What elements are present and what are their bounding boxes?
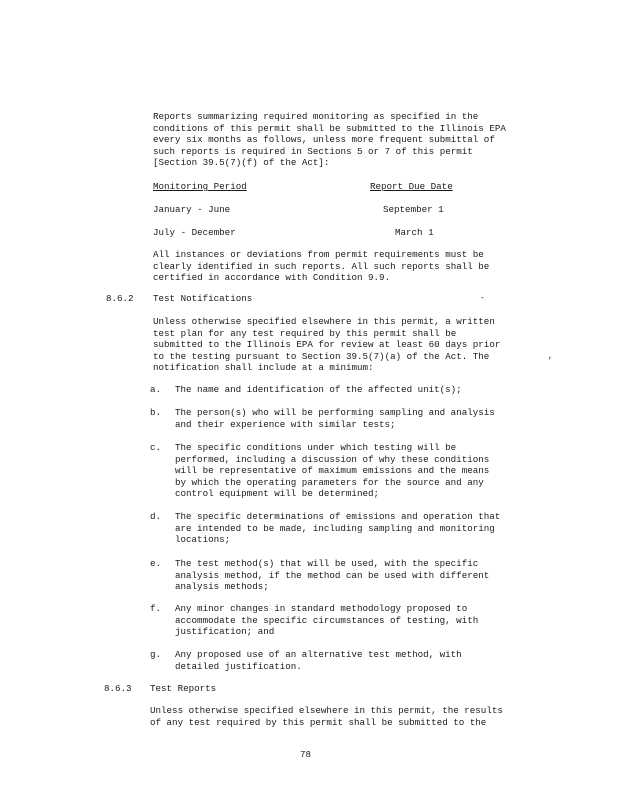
list-item-letter: e.: [150, 558, 162, 569]
list-item-text: Any proposed use of an alternative test method, with detailed justification.: [175, 649, 462, 672]
list-item-letter: c.: [150, 442, 162, 453]
test-reports-paragraph: Unless otherwise specified elsewhere in this permit, the results of any test required by this permit shall be submitted to the: [150, 705, 503, 728]
section-title: Test Notifications: [153, 293, 253, 304]
intro-paragraph: Reports summarizing required monitoring as specified in the conditions of this permit shall be submitted to the Illinois EPA every six months as follows, unless more frequent submittal of such reports is required in Sections 5 or 7 of this permit [Section 39.5(7)(f) of the Act]:: [153, 111, 506, 169]
list-item-text: Any minor changes in standard methodology proposed to accommodate the specific circumstances of testing, with justification; and: [175, 603, 479, 638]
schedule-row-due: March 1: [395, 227, 434, 238]
list-item-text: The person(s) who will be performing sampling and analysis and their experience with similar tests;: [175, 407, 495, 430]
list-item-letter: a.: [150, 384, 162, 395]
list-item-letter: d.: [150, 511, 162, 522]
section-number: 8.6.2: [106, 293, 134, 304]
schedule-header-due: Report Due Date: [370, 181, 453, 192]
list-item-text: The name and identification of the affected unit(s);: [175, 384, 462, 395]
list-item-letter: f.: [150, 603, 162, 614]
page-number: 78: [300, 749, 312, 760]
schedule-row-due: September 1: [383, 204, 444, 215]
list-item-text: The test method(s) that will be used, with the specific analysis method, if the method can be used with different analysis methods;: [175, 558, 490, 593]
schedule-row-period: January - June: [153, 204, 231, 215]
schedule-header-period: Monitoring Period: [153, 181, 247, 192]
section-title: Test Reports: [150, 683, 217, 694]
schedule-row-period: July - December: [153, 227, 236, 238]
list-item-letter: g.: [150, 649, 162, 660]
list-item-text: The specific conditions under which testing will be performed, including a discussion of why these conditions will be representative of maximum emissions and the means by which the operating parameters for the source and any control equipment will be determined;: [175, 442, 490, 500]
stray-mark: ,: [548, 352, 553, 361]
list-item-text: The specific determinations of emissions and operation that are intended to be made, including sampling and monitoring locations;: [175, 511, 501, 546]
list-item-letter: b.: [150, 407, 162, 418]
deviation-paragraph: All instances or deviations from permit requirements must be clearly identified in such reports. All such reports shall be certified in accordance with Condition 9.9.: [153, 249, 490, 284]
stray-mark: -: [480, 294, 485, 303]
test-notification-paragraph: Unless otherwise specified elsewhere in this permit, a written test plan for any test required by this permit shall be submitted to the Illinois EPA for review at least 60 days prior to the testing pursuant to Section 39.5(7)(a) of the Act. The notification shall include at a minimum:: [153, 316, 501, 374]
section-number: 8.6.3: [104, 683, 132, 694]
